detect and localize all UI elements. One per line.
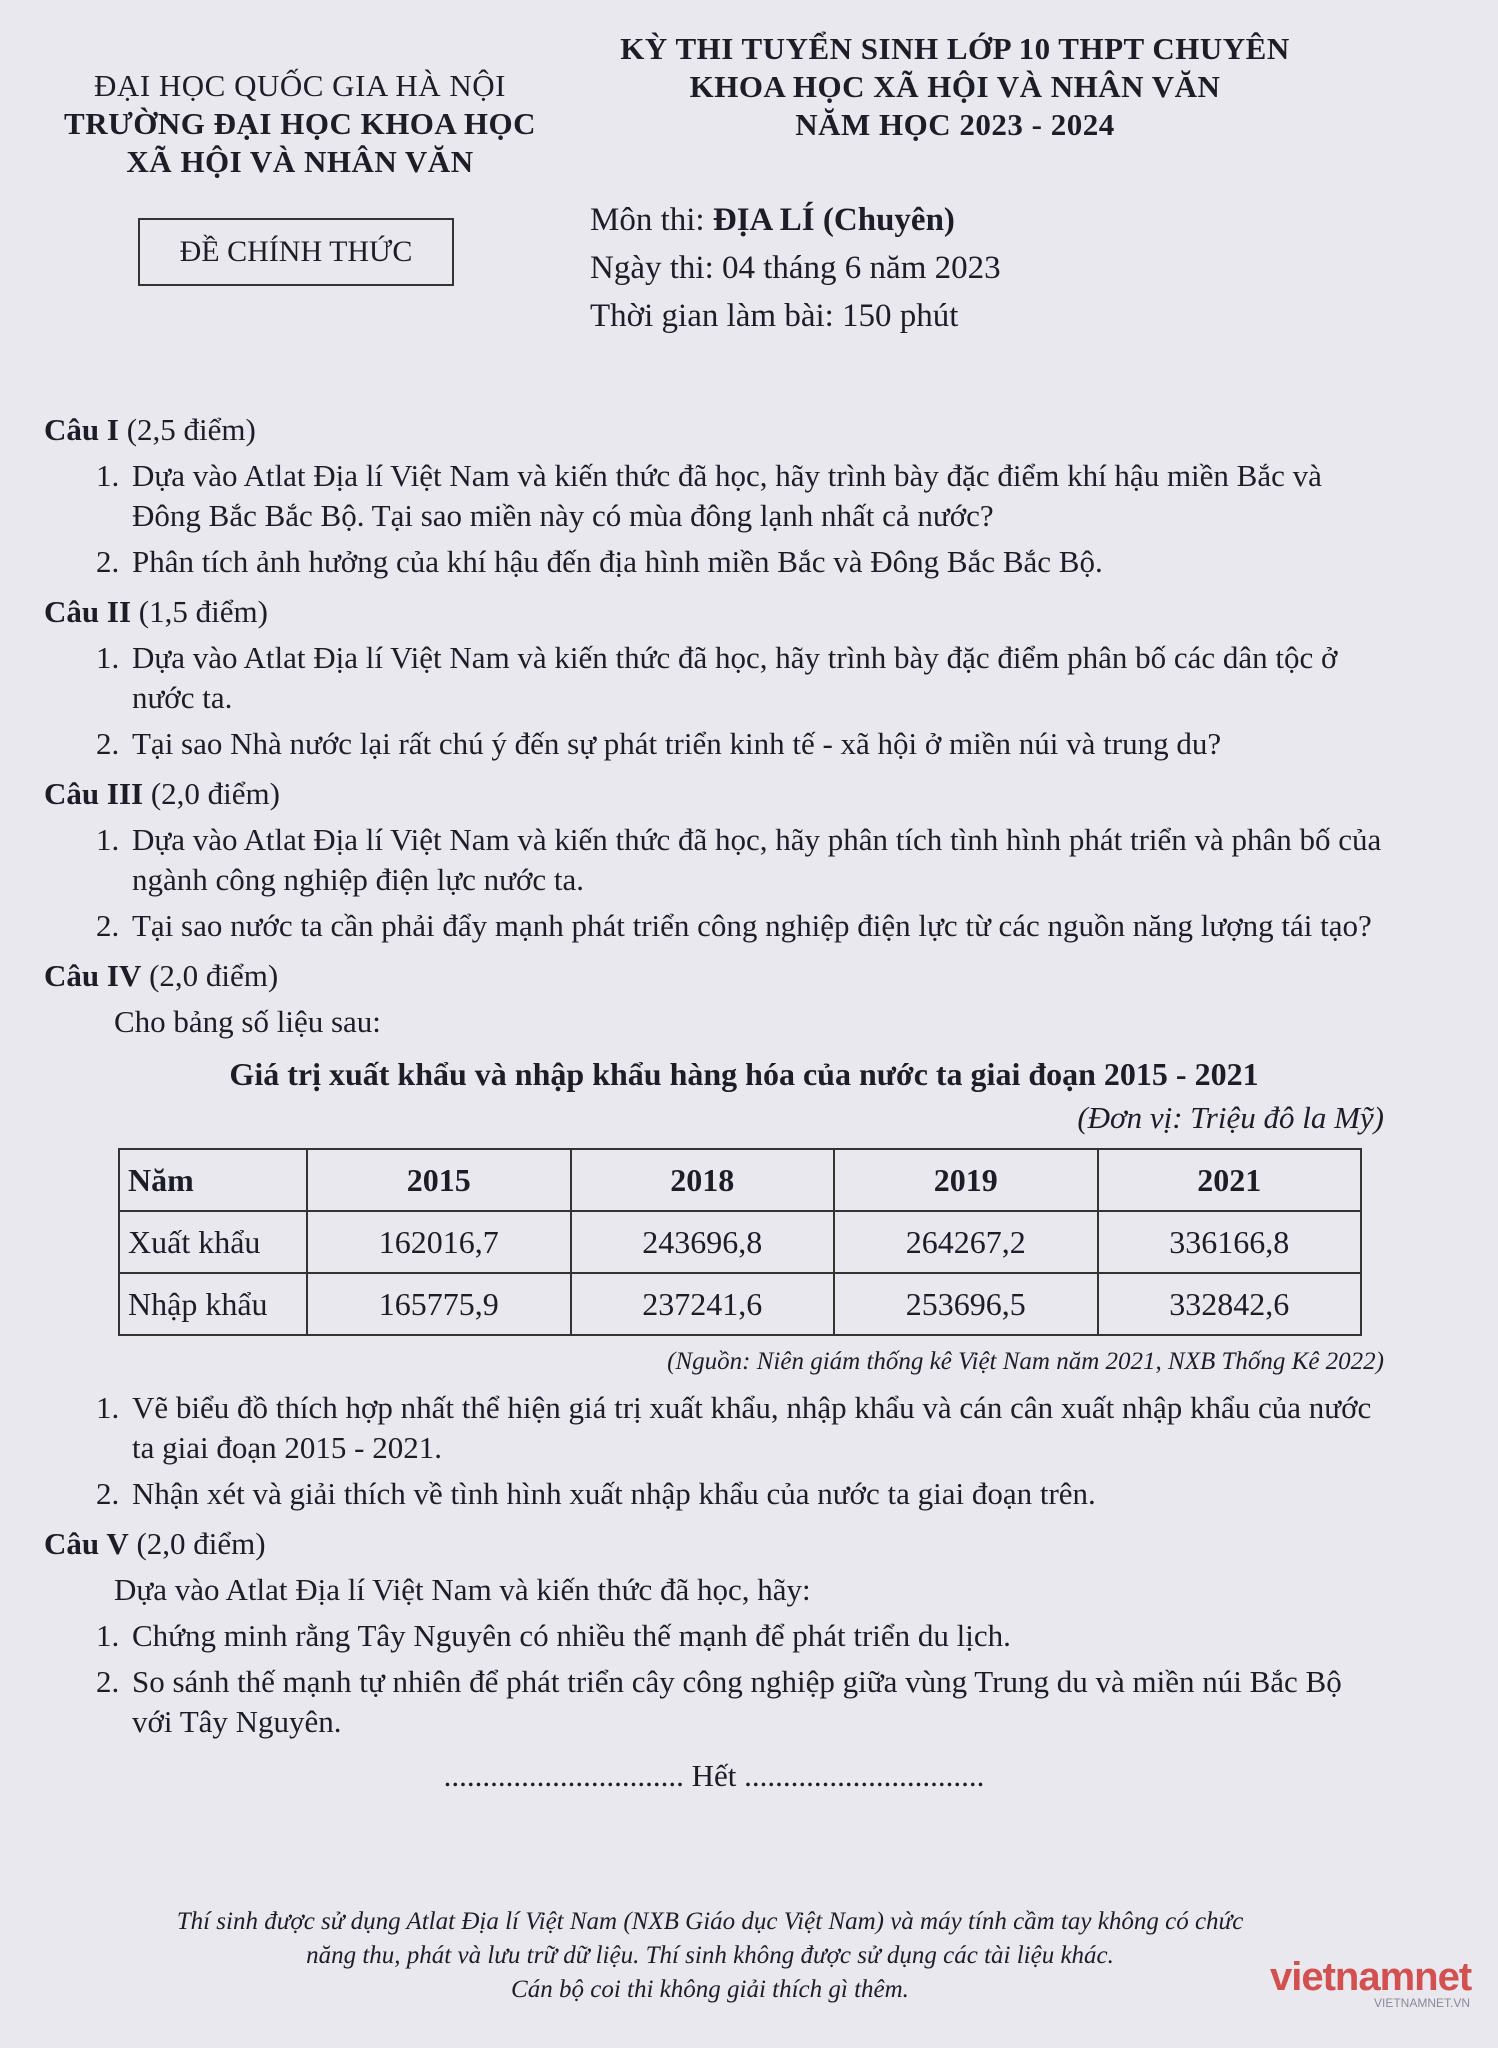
subject-label: Môn thi: (590, 202, 713, 238)
table-cell: 162016,7 (307, 1211, 571, 1273)
item-number: 1. (96, 640, 120, 675)
question-2-item-1 (96, 638, 1384, 718)
exam-date: Ngày thi: 04 tháng 6 năm 2023 (590, 250, 1001, 286)
question-3-item-2 (96, 906, 1384, 946)
footnote-line-3: Cán bộ coi thi không giải thích gì thêm. (511, 1976, 909, 2003)
item-number: 1. (96, 1390, 120, 1425)
exam-footnote (60, 1905, 1360, 2007)
exam-content (44, 400, 1384, 1796)
school-name-line1: TRƯỜNG ĐẠI HỌC KHOA HỌC (64, 106, 536, 141)
question-3-label: Câu III (44, 776, 144, 811)
question-1-item-1 (96, 456, 1384, 536)
item-number: 2. (96, 544, 120, 579)
item-number: 2. (96, 1664, 120, 1699)
item-number: 2. (96, 726, 120, 761)
item-number: 1. (96, 1618, 120, 1653)
table-cell: 237241,6 (571, 1273, 835, 1335)
table-header-cell: 2018 (571, 1149, 835, 1211)
question-4-points: (2,0 điểm) (141, 958, 279, 993)
item-text: Dựa vào Atlat Địa lí Việt Nam và kiến thức đã học, hãy trình bày đặc điểm phân bố các dân tộc ở nước ta. (132, 640, 1338, 715)
question-4-item-1 (96, 1388, 1384, 1468)
question-5-intro: Dựa vào Atlat Địa lí Việt Nam và kiến thức đã học, hãy: (114, 1572, 811, 1607)
university-name: ĐẠI HỌC QUỐC GIA HÀ NỘI (94, 68, 506, 103)
question-4-label: Câu IV (44, 958, 142, 993)
question-3-points: (2,0 điểm) (143, 776, 280, 811)
question-1-title (44, 410, 1384, 450)
question-5-points: (2,0 điểm) (128, 1526, 266, 1561)
table-header-cell: Năm (119, 1149, 307, 1211)
item-number: 1. (96, 458, 120, 493)
item-text: Vẽ biểu đồ thích hợp nhất thể hiện giá trị xuất khẩu, nhập khẩu và cán cân xuất nhập khẩu của nước ta giai đoạn 2015 - 2021. (132, 1390, 1372, 1465)
item-text: Nhận xét và giải thích về tình hình xuất nhập khẩu của nước ta giai đoạn trên. (132, 1476, 1096, 1511)
end-marker: ............................... Hết ............................... (443, 1758, 985, 1793)
table-source: (Nguồn: Niên giám thống kê Việt Nam năm 2021, NXB Thống Kê 2022) (667, 1348, 1384, 1375)
exam-info (590, 196, 1001, 340)
item-text: Dựa vào Atlat Địa lí Việt Nam và kiến thức đã học, hãy trình bày đặc điểm khí hậu miền Bắc và Đông Bắc Bắc Bộ. Tại sao miền này có mùa đông lạnh nhất cả nước? (132, 458, 1322, 533)
question-1-points: (2,5 điểm) (118, 412, 256, 447)
table-row (119, 1211, 1361, 1273)
table-cell: 243696,8 (571, 1211, 835, 1273)
item-text: Tại sao Nhà nước lại rất chú ý đến sự phát triển kinh tế - xã hội ở miền núi và trung du? (132, 726, 1222, 761)
question-5-item-2 (96, 1662, 1384, 1742)
watermark-logo: vietnamnet (1270, 1955, 1472, 1999)
table-header-cell: 2019 (834, 1149, 1098, 1211)
question-4-intro: Cho bảng số liệu sau: (114, 1004, 381, 1039)
item-text: Phân tích ảnh hưởng của khí hậu đến địa hình miền Bắc và Đông Bắc Bắc Bộ. (132, 544, 1103, 579)
exam-duration: Thời gian làm bài: 150 phút (590, 298, 959, 334)
exam-header (590, 30, 1320, 144)
exam-title-line1: KỲ THI TUYỂN SINH LỚP 10 THPT CHUYÊN (620, 31, 1290, 66)
question-4-item-2 (96, 1474, 1384, 1514)
item-text: Chứng minh rằng Tây Nguyên có nhiều thế mạnh để phát triển du lịch. (132, 1618, 1011, 1653)
table-cell: Xuất khẩu (119, 1211, 307, 1273)
question-2-item-2 (96, 724, 1384, 764)
table-header-row (119, 1149, 1361, 1211)
item-number: 2. (96, 1476, 120, 1511)
table-row (119, 1273, 1361, 1335)
table-unit: (Đơn vị: Triệu đô la Mỹ) (1077, 1100, 1384, 1135)
trade-data-table (118, 1148, 1362, 1336)
watermark-domain: VIETNAMNET.VN (1373, 1996, 1470, 2010)
question-2-points: (1,5 điểm) (131, 594, 268, 629)
official-exam-label: ĐỀ CHÍNH THỨC (138, 218, 454, 286)
question-2-title (44, 592, 1384, 632)
subject-line (590, 196, 1001, 244)
question-1-item-2 (96, 542, 1384, 582)
table-cell: 264267,2 (834, 1211, 1098, 1273)
question-3-title (44, 774, 1384, 814)
table-cell: Nhập khẩu (119, 1273, 307, 1335)
question-5-item-1 (96, 1616, 1384, 1656)
table-header-cell: 2015 (307, 1149, 571, 1211)
table-cell: 332842,6 (1098, 1273, 1362, 1335)
exam-title-line2: KHOA HỌC XÃ HỘI VÀ NHÂN VĂN (689, 69, 1221, 104)
question-5-title (44, 1524, 1384, 1564)
question-1-label: Câu I (44, 412, 119, 447)
footnote-line-1: Thí sinh được sử dụng Atlat Địa lí Việt Nam (NXB Giáo dục Việt Nam) và máy tính cầm tay không có chức (176, 1908, 1244, 1935)
item-number: 2. (96, 908, 120, 943)
question-5-label: Câu V (44, 1526, 129, 1561)
exam-title-line3: NĂM HỌC 2023 - 2024 (795, 107, 1115, 142)
table-header-cell: 2021 (1098, 1149, 1362, 1211)
item-text: So sánh thế mạnh tự nhiên để phát triển cây công nghiệp giữa vùng Trung du và miền núi Bắc Bộ với Tây Nguyên. (132, 1664, 1342, 1739)
subject-name: ĐỊA LÍ (Chuyên) (712, 202, 955, 238)
school-name-line2: XÃ HỘI VÀ NHÂN VĂN (126, 144, 474, 179)
table-cell: 253696,5 (834, 1273, 1098, 1335)
vietnamnet-watermark (1270, 1955, 1470, 2035)
question-3-item-1 (96, 820, 1384, 900)
footnote-line-2: năng thu, phát và lưu trữ dữ liệu. Thí sinh không được sử dụng các tài liệu khác. (306, 1942, 1114, 1969)
question-4-title (44, 956, 1384, 996)
table-cell: 336166,8 (1098, 1211, 1362, 1273)
item-text: Dựa vào Atlat Địa lí Việt Nam và kiến thức đã học, hãy phân tích tình hình phát triển và phân bố của ngành công nghiệp điện lực nước ta. (132, 822, 1382, 897)
question-2-label: Câu II (44, 594, 132, 629)
item-number: 1. (96, 822, 120, 857)
table-cell: 165775,9 (307, 1273, 571, 1335)
institution-header (40, 68, 560, 180)
item-text: Tại sao nước ta cần phải đẩy mạnh phát triển công nghiệp điện lực từ các nguồn năng lượng tái tạo? (132, 908, 1372, 943)
table-title: Giá trị xuất khẩu và nhập khẩu hàng hóa của nước ta giai đoạn 2015 - 2021 (229, 1056, 1259, 1092)
